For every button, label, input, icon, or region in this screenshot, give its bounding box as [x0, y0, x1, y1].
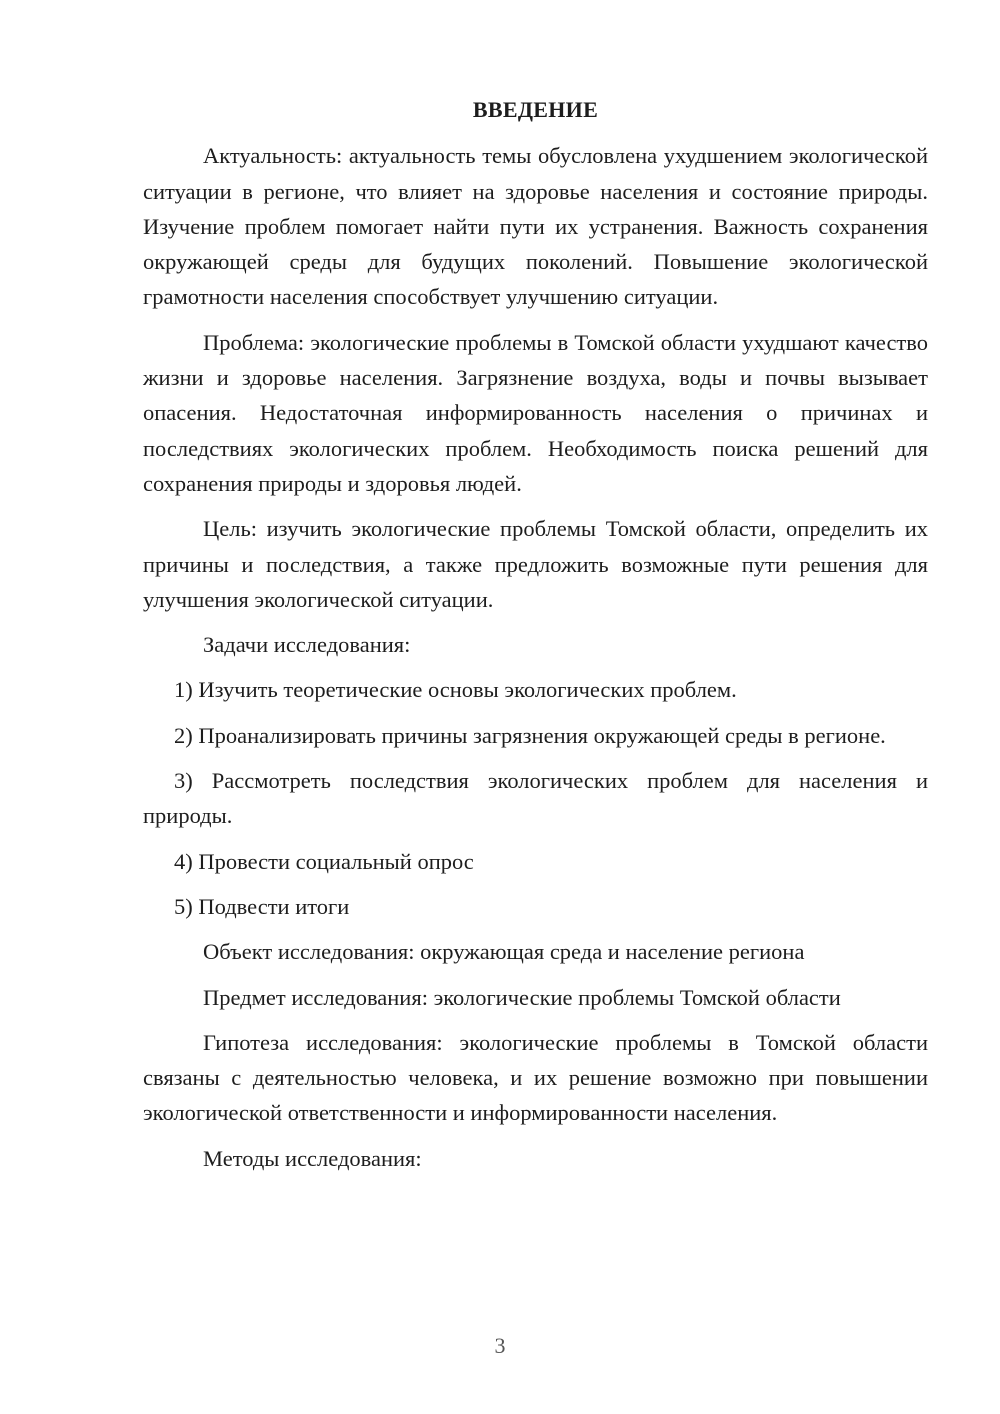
methods-heading: Методы исследования: — [203, 1145, 422, 1171]
document-page — [143, 92, 928, 1186]
paragraph-object: Объект исследования: окружающая среда и население региона — [203, 939, 805, 965]
task-item-4: 4) Провести социальный опрос — [174, 848, 474, 874]
paragraph-problem: Проблема: экологические проблемы в Томской области ухудшают качество жизни и здоровье населения. Загрязнение воздуха, воды и почвы вызывает опасения. Недостаточная информированность населения о причинах и последствиях экологических проблем. Необходимость поиска решений для сохранения природы и здоровья людей. — [143, 329, 928, 496]
paragraph-subject: Предмет исследования: экологические проблемы Томской области — [203, 984, 841, 1010]
paragraph-hypothesis: Гипотеза исследования: экологические проблемы в Томской области связаны с деятельностью человека, и их решение возможно при повышении экологической ответственности и информированности населения. — [143, 1029, 928, 1126]
task-item-5: 5) Подвести итоги — [174, 893, 350, 919]
task-item-1: 1) Изучить теоретические основы экологических проблем. — [174, 677, 737, 703]
task-item-2: 2) Проанализировать причины загрязнения окружающей среды в регионе. — [174, 722, 886, 748]
section-title: ВВЕДЕНИЕ — [472, 97, 599, 122]
paragraph-goal: Цель: изучить экологические проблемы Томской области, определить их причины и последствия, а также предложить возможные пути решения для улучшения экологической ситуации. — [143, 516, 928, 612]
paragraph-relevance: Актуальность: актуальность темы обусловлена ухудшением экологической ситуации в регионе, что влияет на здоровье населения и состояние природы. Изучение проблем помогает найти пути их устранения. Важность сохранения окружающей среды для будущих поколений. Повышение экологической грамотности населения способствует улучшению ситуации. — [143, 143, 928, 310]
page-number: 3 — [494, 1333, 506, 1358]
tasks-heading: Задачи исследования: — [203, 632, 411, 658]
task-item-3: 3) Рассмотреть последствия экологических проблем для населения и природы. — [143, 768, 928, 829]
